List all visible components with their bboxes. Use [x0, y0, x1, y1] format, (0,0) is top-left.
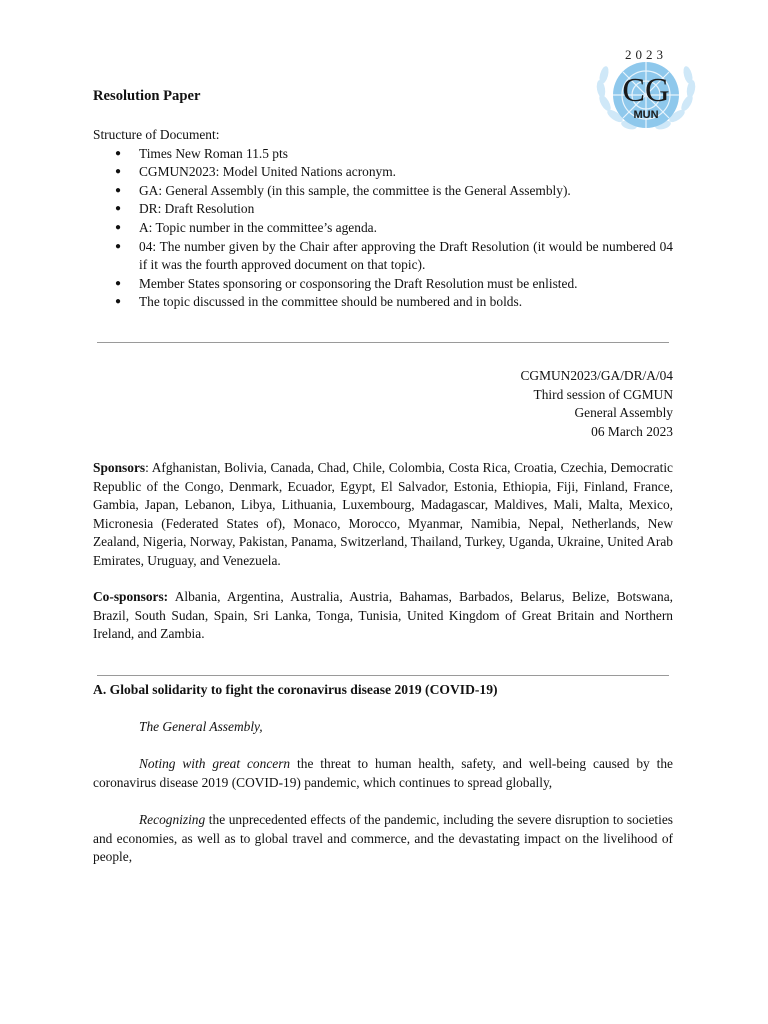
sponsors-label: Sponsors	[93, 460, 146, 475]
resolution-meta	[373, 367, 673, 441]
list-item	[93, 182, 673, 201]
list-item-text: CGMUN2023: Model United Nations acronym.	[139, 164, 396, 180]
page-title: Resolution Paper	[93, 88, 201, 104]
cosponsors-list: Albania, Argentina, Australia, Austria, Bahamas, Barbados, Belarus, Belize, Botswana, Brazil, South Sudan, Spain, Sri Lanka, Tonga, Tunisia, United Kingdom of Great Britain and Northern Ireland, and Zambia.	[93, 589, 673, 642]
bullet-icon: ●	[115, 296, 122, 308]
list-item	[93, 293, 673, 312]
list-item	[93, 275, 673, 294]
bullet-icon: ●	[115, 166, 122, 178]
bullet-icon: ●	[115, 277, 122, 289]
preamble-phrase-2: Recognizing	[139, 812, 206, 827]
resolution-code: CGMUN2023/GA/DR/A/04	[520, 368, 673, 383]
divider	[97, 342, 669, 343]
bullet-icon: ●	[115, 147, 122, 159]
preamble-paragraph-2	[93, 811, 673, 867]
divider	[97, 675, 669, 676]
list-item	[93, 238, 673, 275]
assembly-text: The General Assembly,	[139, 719, 263, 734]
assembly-line	[93, 718, 673, 737]
list-item-text: Member States sponsoring or cosponsoring the Draft Resolution must be enlisted.	[139, 275, 578, 291]
un-emblem-icon	[593, 43, 699, 137]
list-item-text: The topic discussed in the committee should be numbered and in bolds.	[139, 294, 523, 310]
list-item-text: DR: Draft Resolution	[139, 201, 255, 217]
list-item	[93, 145, 673, 164]
logo-letters: CG	[622, 72, 670, 109]
sponsors-list: : Afghanistan, Bolivia, Canada, Chad, Chile, Colombia, Costa Rica, Croatia, Czechia, Democratic Republic of the Congo, Denmark, Ecuador, Egypt, El Salvador, Estonia, Ethiopia, Fiji, Finland, France, Gambia, Japan, Lebanon, Libya, Lithuania, Luxembourg, Madagascar, Maldives, Mali, Malta, Mexico, Micronesia (Federated States of), Monaco, Morocco, Myanmar, Namibia, Nepal, Netherlands, New Zealand, Nigeria, Norway, Pakistan, Panama, Switzerland, Thailand, Turkey, Uganda, Ukraine, United Arab Emirates, Uruguay, and Venezuela.	[93, 460, 673, 568]
logo-mun: MUN	[633, 109, 659, 121]
list-item	[93, 219, 673, 238]
bullet-icon: ●	[115, 184, 122, 196]
bullet-icon: ●	[115, 240, 122, 252]
structure-heading: Structure of Document:	[93, 127, 220, 142]
committee-name: General Assembly	[574, 405, 673, 421]
preamble-paragraph-1	[93, 755, 673, 792]
bullet-icon: ●	[115, 203, 122, 215]
logo-year: 2023	[625, 47, 667, 62]
sponsors-paragraph	[93, 459, 673, 571]
cosponsors-label: Co-sponsors:	[93, 589, 169, 604]
list-item	[93, 200, 673, 219]
preamble-text-2: the unprecedented effects of the pandemic, including the severe disruption to societies and economies, as well as to global travel and commerce, and the devastating impact on the livelihood of people,	[93, 812, 673, 865]
list-item	[93, 163, 673, 182]
topic-title: A. Global solidarity to fight the coronavirus disease 2019 (COVID-19)	[93, 682, 498, 697]
list-item-text: GA: General Assembly (in this sample, the committee is the General Assembly).	[139, 182, 571, 198]
list-item-text: A: Topic number in the committee’s agenda.	[139, 219, 377, 235]
preamble-phrase-1: Noting with great concern	[139, 756, 291, 771]
session-name: Third session of CGMUN	[533, 386, 673, 402]
bullet-icon: ●	[115, 221, 122, 233]
list-item-text: 04: The number given by the Chair after approving the Draft Resolution (it would be numbered 04 if it was the fourth approved document on that topic).	[139, 238, 673, 273]
structure-section	[93, 126, 673, 312]
cosponsors-paragraph	[93, 588, 673, 644]
list-item-text: Times New Roman 11.5 pts	[139, 145, 288, 161]
structure-list	[93, 145, 673, 312]
resolution-date: 06 March 2023	[591, 423, 673, 439]
preamble-text-1: the threat to human health, safety, and well-being caused by the coronavirus disease 2019 (COVID-19) pandemic, which continues to spread globally,	[93, 756, 673, 790]
cgmun-logo	[593, 43, 699, 137]
